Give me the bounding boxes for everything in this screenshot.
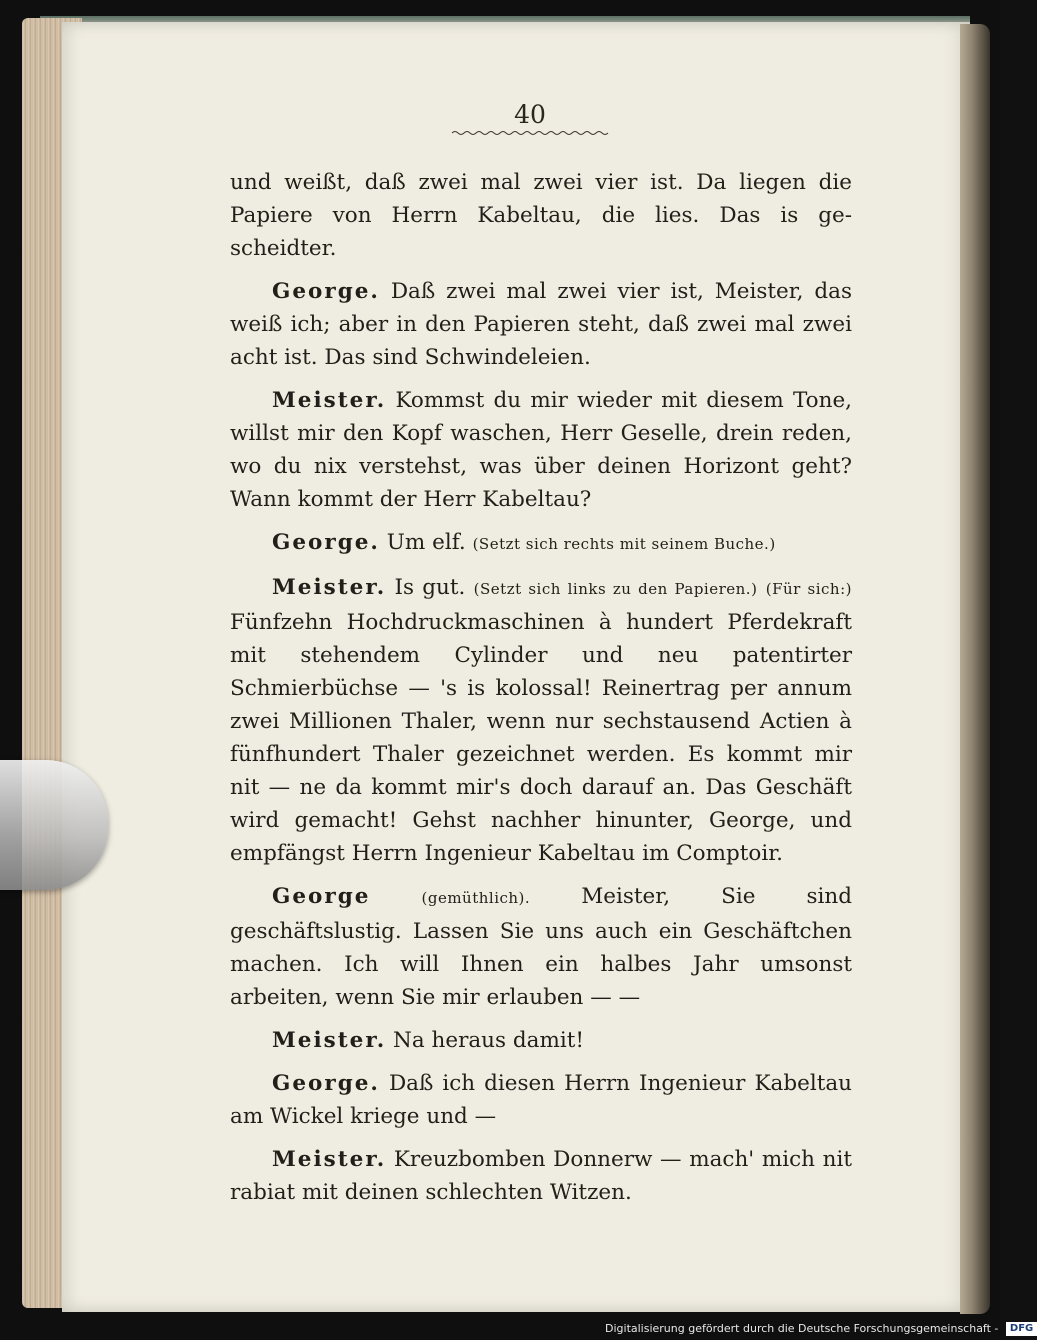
dialogue-text: Is gut. (394, 575, 466, 600)
speaker-name: Meister. (272, 575, 387, 600)
dialogue-paragraph (230, 1024, 852, 1057)
stage-direction: (gemüthlich). (421, 889, 531, 907)
speaker-name: Meister. (272, 1028, 387, 1053)
dialogue-text: Um elf. (386, 530, 466, 555)
dfg-logo: DFG (1006, 1322, 1037, 1336)
dialogue-paragraph (230, 275, 852, 374)
dialogue-paragraph (230, 526, 852, 561)
dialogue-text: Meister, Sie sind geschäftslustig. Lassen Sie uns auch ein Geschäftchen machen. Ich will Ihnen ein halbes Jahr umsonst arbeiten, wenn Sie mir erlauben — — (230, 884, 853, 1010)
paragraph-continued (230, 166, 852, 265)
dialogue-text: Kommst du mir wieder mit diesem Tone, willst mir den Kopf waschen, Herr Geselle, drein reden, wo du nix verstehst, was über deinen Horizont geht? Wann kommt der Herr Kabeltau? (230, 388, 852, 512)
play-text (230, 166, 852, 1219)
funding-footer (605, 1318, 1034, 1340)
dialogue-text: Na heraus damit! (393, 1028, 585, 1053)
dialogue-paragraph (230, 880, 852, 1014)
dialogue-text: Kreuzbomben Donnerw — mach' mich nit rabiat mit deinen schlechten Witzen. (230, 1147, 852, 1205)
speaker-name: George. (272, 530, 380, 555)
stage-direction: (Setzt sich links zu den Papieren.) (473, 580, 758, 598)
decorative-wavy-rule (452, 130, 608, 136)
speaker-name: George. (272, 1071, 380, 1096)
dialogue-text: Fünfzehn Hochdruckmaschinen à hundert Pferdekraft mit stehendem Cylinder und neu patentirter Schmierbüchse — 's is kolossal! Reinertrag per annum zwei Millionen Thaler, wenn nur sechstausend Actien à fünfhundert Thaler gezeichnet werden. Es kommt mir nit — ne da kommt mir's doch darauf an. Das Geschäft wird gemacht! Gehst nachher hinunter, George, und empfängst Herrn Ingenieur Kabeltau im Comptoir. (230, 610, 852, 866)
stage-direction: (Für sich:) (765, 580, 852, 598)
dialogue-paragraph (230, 384, 852, 516)
book-spine-edge (960, 24, 990, 1314)
speaker-name: Meister. (272, 1147, 387, 1172)
dialogue-text: Daß zwei mal zwei vier ist, Meister, das weiß ich; aber in den Papieren steht, daß zwei mal zwei acht ist. Das sind Schwindeleien. (230, 279, 852, 370)
page-number: 40 (514, 100, 546, 129)
footer-text: Digitalisierung gefördert durch die Deutsche Forschungsgemeinschaft - (605, 1322, 999, 1335)
speaker-name: Meister. (272, 388, 387, 413)
dialogue-paragraph (230, 1067, 852, 1133)
text-line: Papiere von Herrn Kabeltau, die lies. Das is ge- (230, 203, 852, 228)
dialogue-paragraph (230, 571, 852, 870)
dialogue-text: Daß ich diesen Herrn Ingenieur Kabeltau am Wickel kriege und — (230, 1071, 853, 1129)
dialogue-paragraph (230, 1143, 852, 1209)
speaker-name: George (272, 884, 371, 909)
text-line: scheidter. (230, 236, 337, 261)
speaker-name: George. (272, 279, 380, 304)
text-line: und weißt, daß zwei mal zwei vier ist. Da liegen die (230, 170, 852, 195)
stage-direction: (Setzt sich rechts mit seinem Buche.) (472, 535, 776, 553)
